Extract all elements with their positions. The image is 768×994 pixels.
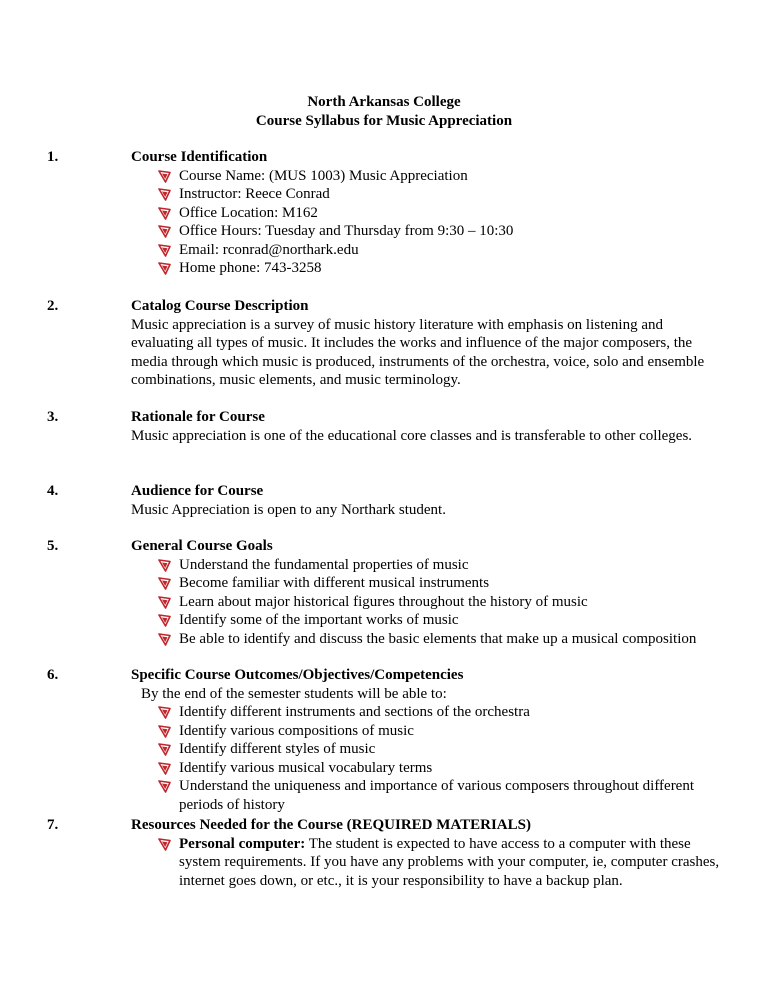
diamond-bullet-icon — [158, 244, 172, 257]
bullet-lead-label: Personal computer: — [179, 835, 306, 852]
section-title: Catalog Course Description — [131, 298, 309, 314]
section-title: Specific Course Outcomes/Objectives/Competencies — [131, 667, 464, 683]
list-item-text: Understand the uniqueness and importance of various composers throughout different periods of history — [179, 778, 695, 813]
list-item — [131, 740, 721, 759]
diamond-bullet-icon — [158, 207, 172, 220]
list-item — [131, 722, 721, 741]
diamond-bullet-icon — [158, 743, 172, 756]
section-number: 3. — [47, 409, 59, 425]
list-item-text: Identify various musical vocabulary terms — [179, 759, 433, 776]
list-item-text: Become familiar with different musical instruments — [179, 575, 490, 591]
document-title: Course Syllabus for Music Appreciation — [255, 113, 513, 129]
email-text: Email: rconrad@northark.edu — [179, 241, 359, 258]
college-name: North Arkansas College — [307, 94, 461, 110]
bullet-list — [131, 703, 721, 814]
list-item-text: Identify different styles of music — [179, 741, 376, 757]
diamond-bullet-icon — [158, 559, 172, 572]
list-item — [131, 611, 721, 630]
section-intro: By the end of the semester students will be able to: — [141, 685, 447, 702]
list-item — [131, 630, 721, 649]
diamond-bullet-icon — [158, 838, 172, 851]
list-item-text: The student is expected to have access to a computer with these system requirements. If you have any problems with your computer, ie, computer crashes, internet goes down, or etc., it is your responsibility to have a backup plan. — [179, 835, 720, 889]
list-item-text: Learn about major historical figures throughout the history of music — [179, 593, 588, 610]
section-title: Resources Needed for the Course (REQUIRED MATERIALS) — [131, 817, 531, 833]
bullet-list — [131, 167, 721, 278]
list-item-text: Office Hours: Tuesday and Thursday from 9:30 – 10:30 — [179, 223, 514, 239]
section-title: General Course Goals — [131, 538, 273, 554]
list-item-text: Identify some of the important works of music — [179, 612, 459, 628]
list-item-text: Course Name: (MUS 1003) Music Appreciation — [179, 167, 468, 184]
list-item-text: Office Location: M162 — [179, 204, 318, 221]
diamond-bullet-icon — [158, 762, 172, 775]
section-course-identification — [47, 148, 721, 278]
list-item-text: Instructor: Reece Conrad — [179, 186, 330, 202]
diamond-bullet-icon — [158, 262, 172, 275]
list-item-text: Home phone: 743-3258 — [179, 260, 322, 276]
diamond-bullet-icon — [158, 780, 172, 793]
list-item-text: Understand the fundamental properties of music — [179, 556, 469, 573]
section-specific-outcomes — [47, 666, 721, 814]
list-item — [131, 835, 721, 891]
list-item — [131, 185, 721, 204]
section-resources — [47, 816, 721, 890]
diamond-bullet-icon — [158, 170, 172, 183]
diamond-bullet-icon — [158, 706, 172, 719]
section-number: 4. — [47, 483, 59, 499]
section-audience — [47, 482, 721, 519]
list-item — [131, 593, 721, 612]
section-title: Rationale for Course — [131, 409, 265, 425]
document-header — [0, 93, 768, 131]
list-item — [131, 703, 721, 722]
list-item — [131, 574, 721, 593]
section-number: 5. — [47, 538, 59, 554]
section-body: Music Appreciation is open to any Northark student. — [131, 501, 446, 518]
section-number: 2. — [47, 298, 59, 314]
section-number: 6. — [47, 667, 59, 683]
diamond-bullet-icon — [158, 188, 172, 201]
diamond-bullet-icon — [158, 225, 172, 238]
list-item-text: Identify different instruments and sections of the orchestra — [179, 704, 530, 720]
list-item-text: Be able to identify and discuss the basic elements that make up a musical composition — [179, 630, 697, 647]
section-number: 1. — [47, 149, 59, 165]
list-item — [131, 167, 721, 186]
diamond-bullet-icon — [158, 577, 172, 590]
list-item — [131, 259, 721, 278]
section-body: Music appreciation is a survey of music history literature with emphasis on listening and evaluating all types of music. It includes the works and influence of the major composers, the media through which music is produced, instruments of the orchestra, voice, solo and ensemble combinations, music elements, and music terminology. — [131, 316, 705, 388]
list-item — [131, 777, 721, 814]
list-item — [131, 204, 721, 223]
list-item — [131, 759, 721, 778]
section-title: Audience for Course — [131, 483, 264, 499]
diamond-bullet-icon — [158, 633, 172, 646]
section-title: Course Identification — [131, 149, 268, 165]
section-general-goals — [47, 537, 721, 648]
list-item — [131, 241, 721, 260]
list-item — [131, 556, 721, 575]
section-catalog-description — [47, 297, 721, 390]
section-rationale — [47, 408, 721, 445]
diamond-bullet-icon — [158, 614, 172, 627]
diamond-bullet-icon — [158, 596, 172, 609]
diamond-bullet-icon — [158, 725, 172, 738]
section-body: Music appreciation is one of the educational core classes and is transferable to other colleges. — [131, 427, 693, 444]
list-item-text: Identify various compositions of music — [179, 722, 414, 739]
list-item — [131, 222, 721, 241]
section-number: 7. — [47, 817, 59, 833]
bullet-list — [131, 835, 721, 891]
bullet-list — [131, 556, 721, 649]
